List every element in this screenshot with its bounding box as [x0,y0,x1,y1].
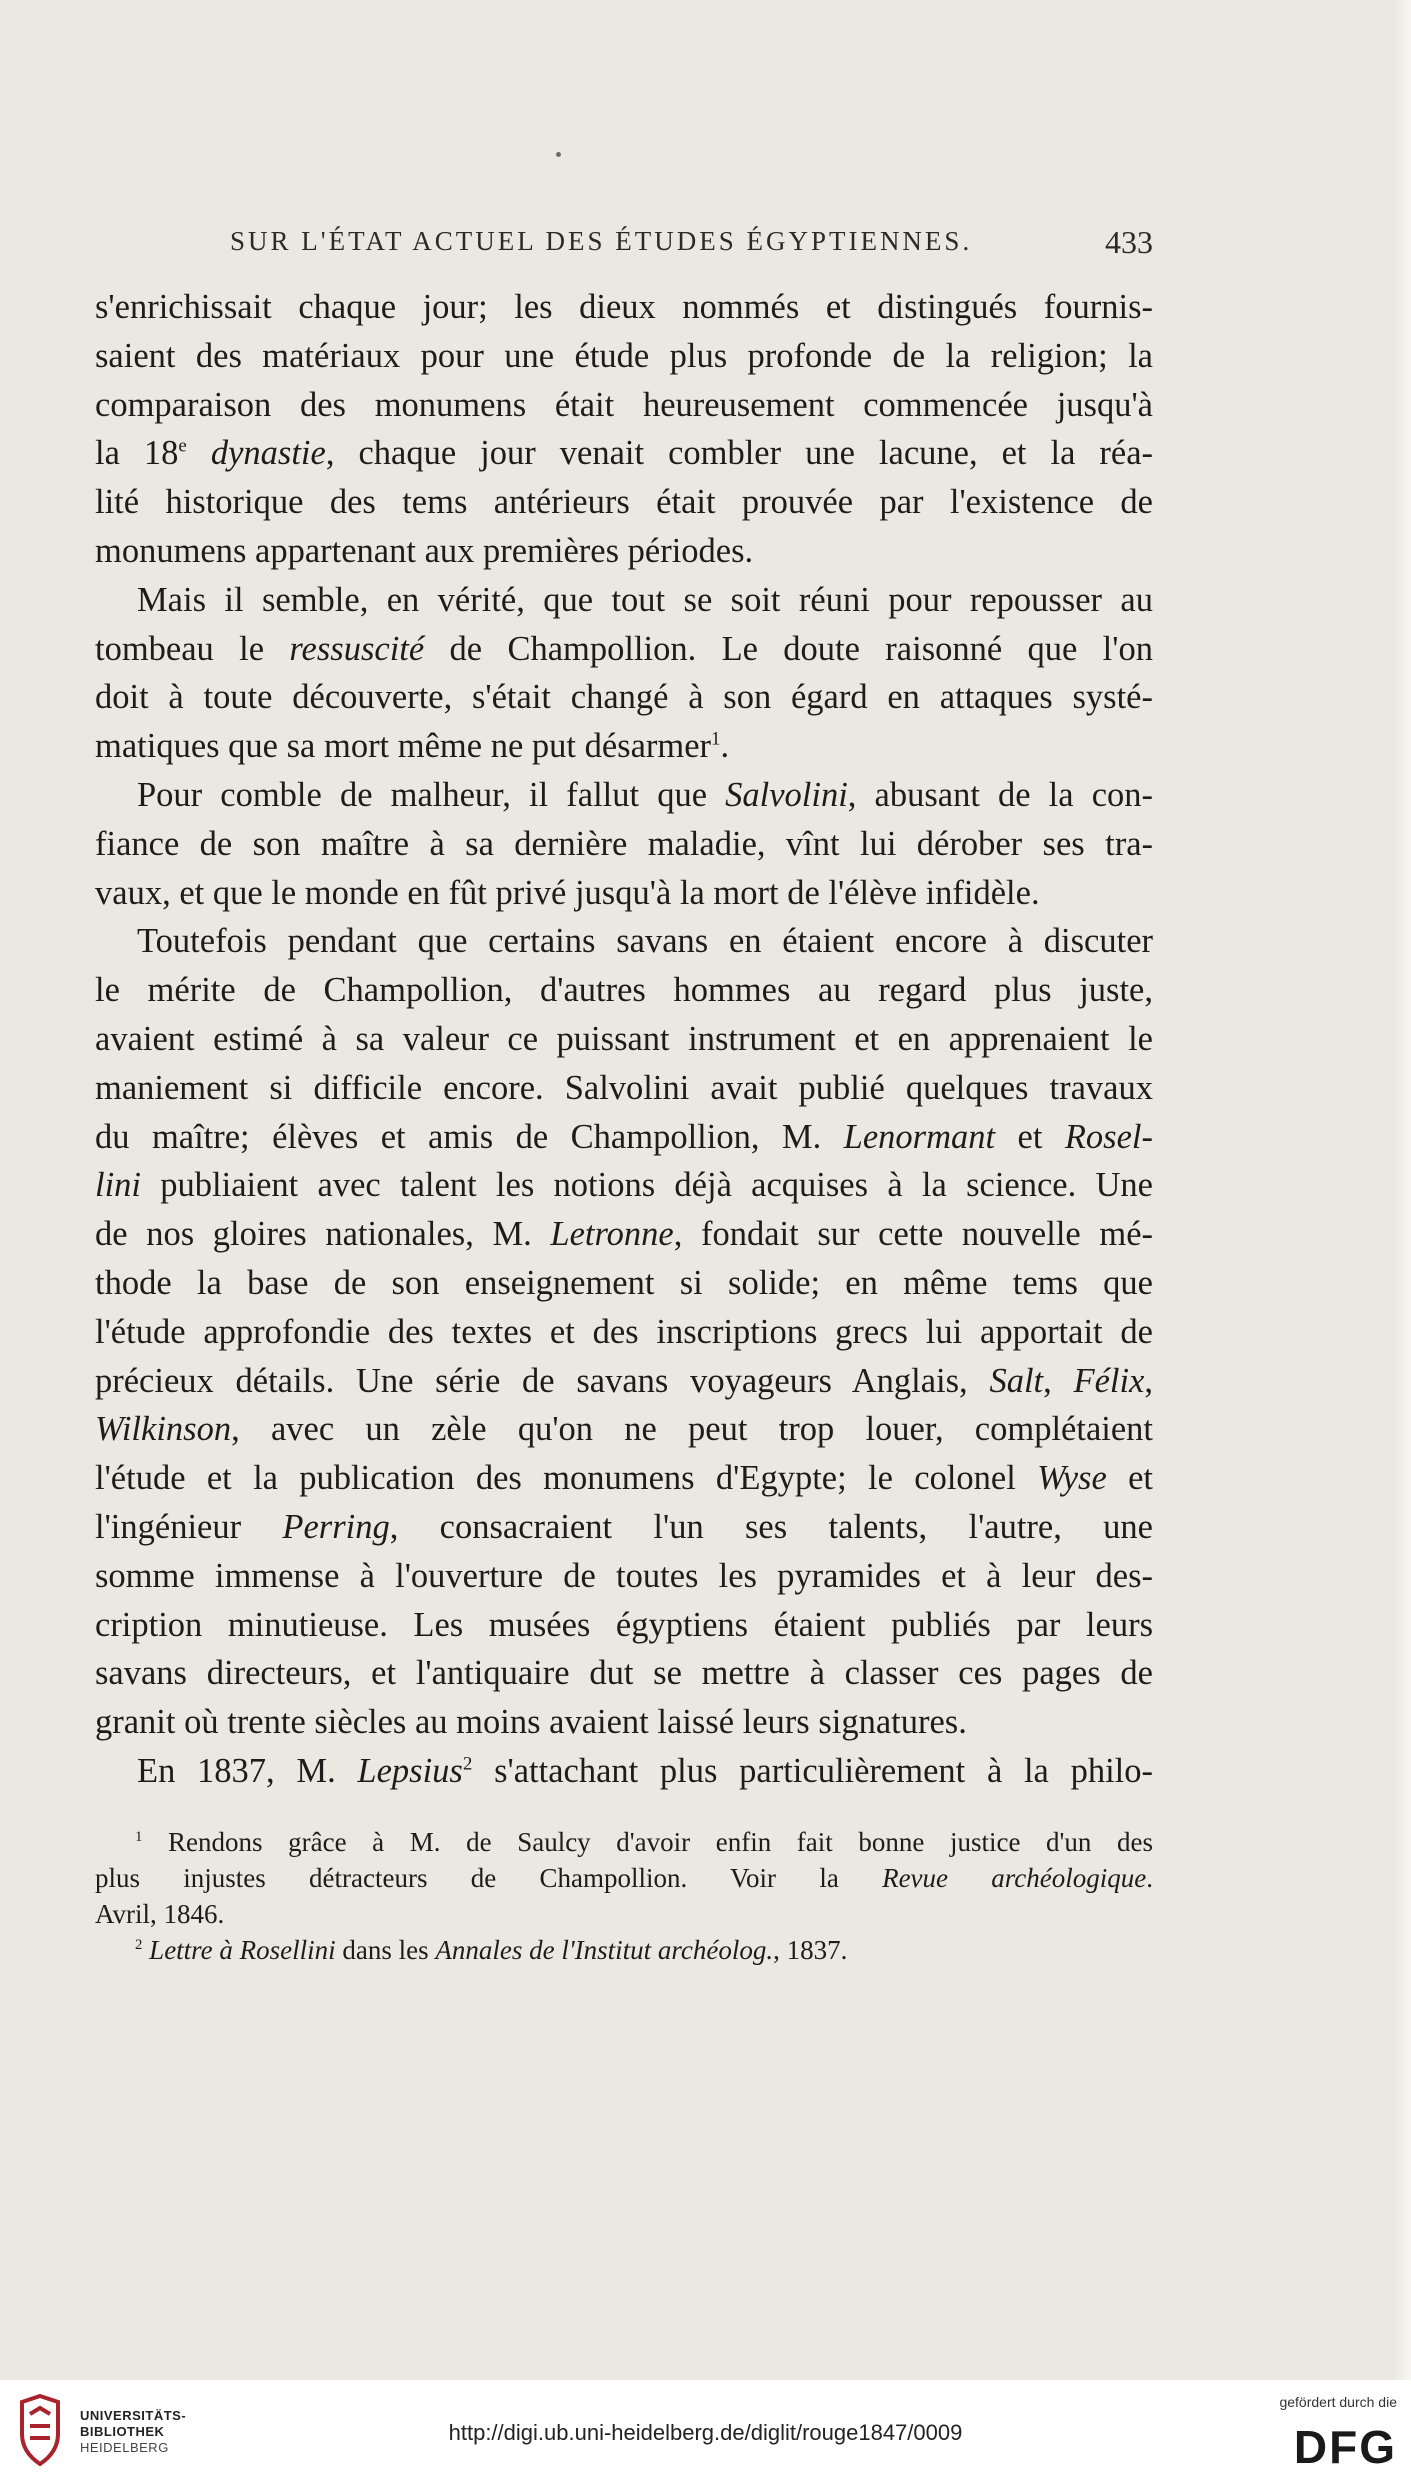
text-line: la 18e dynastie, chaque jour venait combler une lacune, et la réa- [95,434,1154,473]
text-line: fiance de son maître à sa dernière maladie, vînt lui dérober ses tra- [95,824,1153,863]
text-line: le mérite de Champollion, d'autres hommes au regard plus juste, [95,971,1153,1010]
footnote-line: $^2$ Lettre à Rosellini dans les Annales de l'Institut archéolog., 1837. [135,1935,848,1965]
footnote-line: Avril, 1846. [95,1899,225,1929]
text-line: maniement si difficile encore. Salvolini avait publié quelques travaux [95,1068,1153,1107]
text-line: précieux détails. Une série de savans voyageurs Anglais, Salt, Félix, [95,1361,1153,1400]
text-line: avaient estimé à sa valeur ce puissant instrument et en apprenaient le [95,1019,1153,1058]
text-line: granit où trente siècles au moins avaient laissé leurs signatures. [95,1703,967,1742]
text-line: l'ingénieur Perring, consacraient l'un ses talents, l'autre, une [95,1507,1153,1546]
text-line: lini publiaient avec talent les notions déjà acquises à la science. Une [95,1166,1153,1205]
text-line: l'étude et la publication des monumens d'Egypte; le colonel Wyse et [95,1459,1153,1498]
text-line: du maître; élèves et amis de Champollion, M. Lenormant et Rosel- [95,1117,1153,1156]
text-line: de nos gloires nationales, M. Letronne, fondait sur cette nouvelle mé- [95,1215,1153,1254]
text-line: En 1837, M. Lepsius$^2$ s'attachant plus particulièrement à la philo- [137,1751,1153,1790]
text-line: doit à toute découverte, s'était changé à son égard en attaques systé- [95,678,1153,717]
footnote-line: plus injustes détracteurs de Champollion. Voir la Revue archéologique. [95,1863,1154,1893]
library-name-line: HEIDELBERG [80,2440,169,2455]
text-line: thode la base de son enseignement si solide; en même tems que [95,1263,1153,1302]
footnotes [95,1824,1153,1968]
library-name-line: UNIVERSITÄTS- [80,2408,187,2423]
library-name-line: BIBLIOTHEK [80,2424,165,2439]
page-edge [1393,0,1411,2380]
page-number: 433 [1105,224,1153,260]
text-line: Wilkinson, avec un zèle qu'on ne peut trop louer, complétaient [95,1410,1153,1449]
text-line: l'étude approfondie des textes et des inscriptions grecs lui apportait de [95,1312,1153,1351]
text-line: Mais il semble, en vérité, que tout se soit réuni pour repousser au [137,580,1153,619]
text-line: Toutefois pendant que certains savans en étaient encore à discuter [137,922,1153,961]
dfg-logo: DFG [1293,2421,1397,2473]
text-line: somme immense à l'ouverture de toutes les pyramides et à leur des- [95,1556,1153,1595]
running-head-title: SUR L'ÉTAT ACTUEL DES ÉTUDES ÉGYPTIENNES. [230,226,973,256]
text-line: tombeau le ressuscité de Champollion. Le doute raisonné que l'on [95,629,1153,668]
viewer-footer [0,2380,1411,2486]
text-line: savans directeurs, et l'antiquaire dut se mettre à classer ces pages de [95,1654,1153,1693]
ink-speck [556,152,561,157]
permalink-url[interactable]: http://digi.ub.uni-heidelberg.de/diglit/rouge1847/0009 [448,2420,963,2445]
text-line: lité historique des tems antérieurs était prouvée par l'existence de [95,483,1153,522]
text-line: s'enrichissait chaque jour; les dieux nommés et distingués fournis- [95,288,1153,326]
text-line: Pour comble de malheur, il fallut que Salvolini, abusant de la con- [137,775,1153,814]
running-head [95,226,1153,270]
text-line: matiques que sa mort même ne put désarmer$^1$. [95,727,730,766]
text-line: monumens appartenant aux premières périodes. [95,531,754,570]
text-line: cription minutieuse. Les musées égyptiens étaient publiés par leurs [95,1605,1153,1644]
sponsor-note: gefördert durch die [1279,2394,1397,2410]
body-text [95,283,1153,1796]
text-line: comparaison des monumens était heureusement commencée jusqu'à [95,385,1153,424]
footnote-line: $^1$ Rendons grâce à M. de Saulcy d'avoir enfin fait bonne justice d'un des [135,1827,1153,1857]
text-line: vaux, et que le monde en fût privé jusqu'à la mort de l'élève infidèle. [95,873,1040,912]
text-line: saient des matériaux pour une étude plus profonde de la religion; la [95,336,1153,375]
